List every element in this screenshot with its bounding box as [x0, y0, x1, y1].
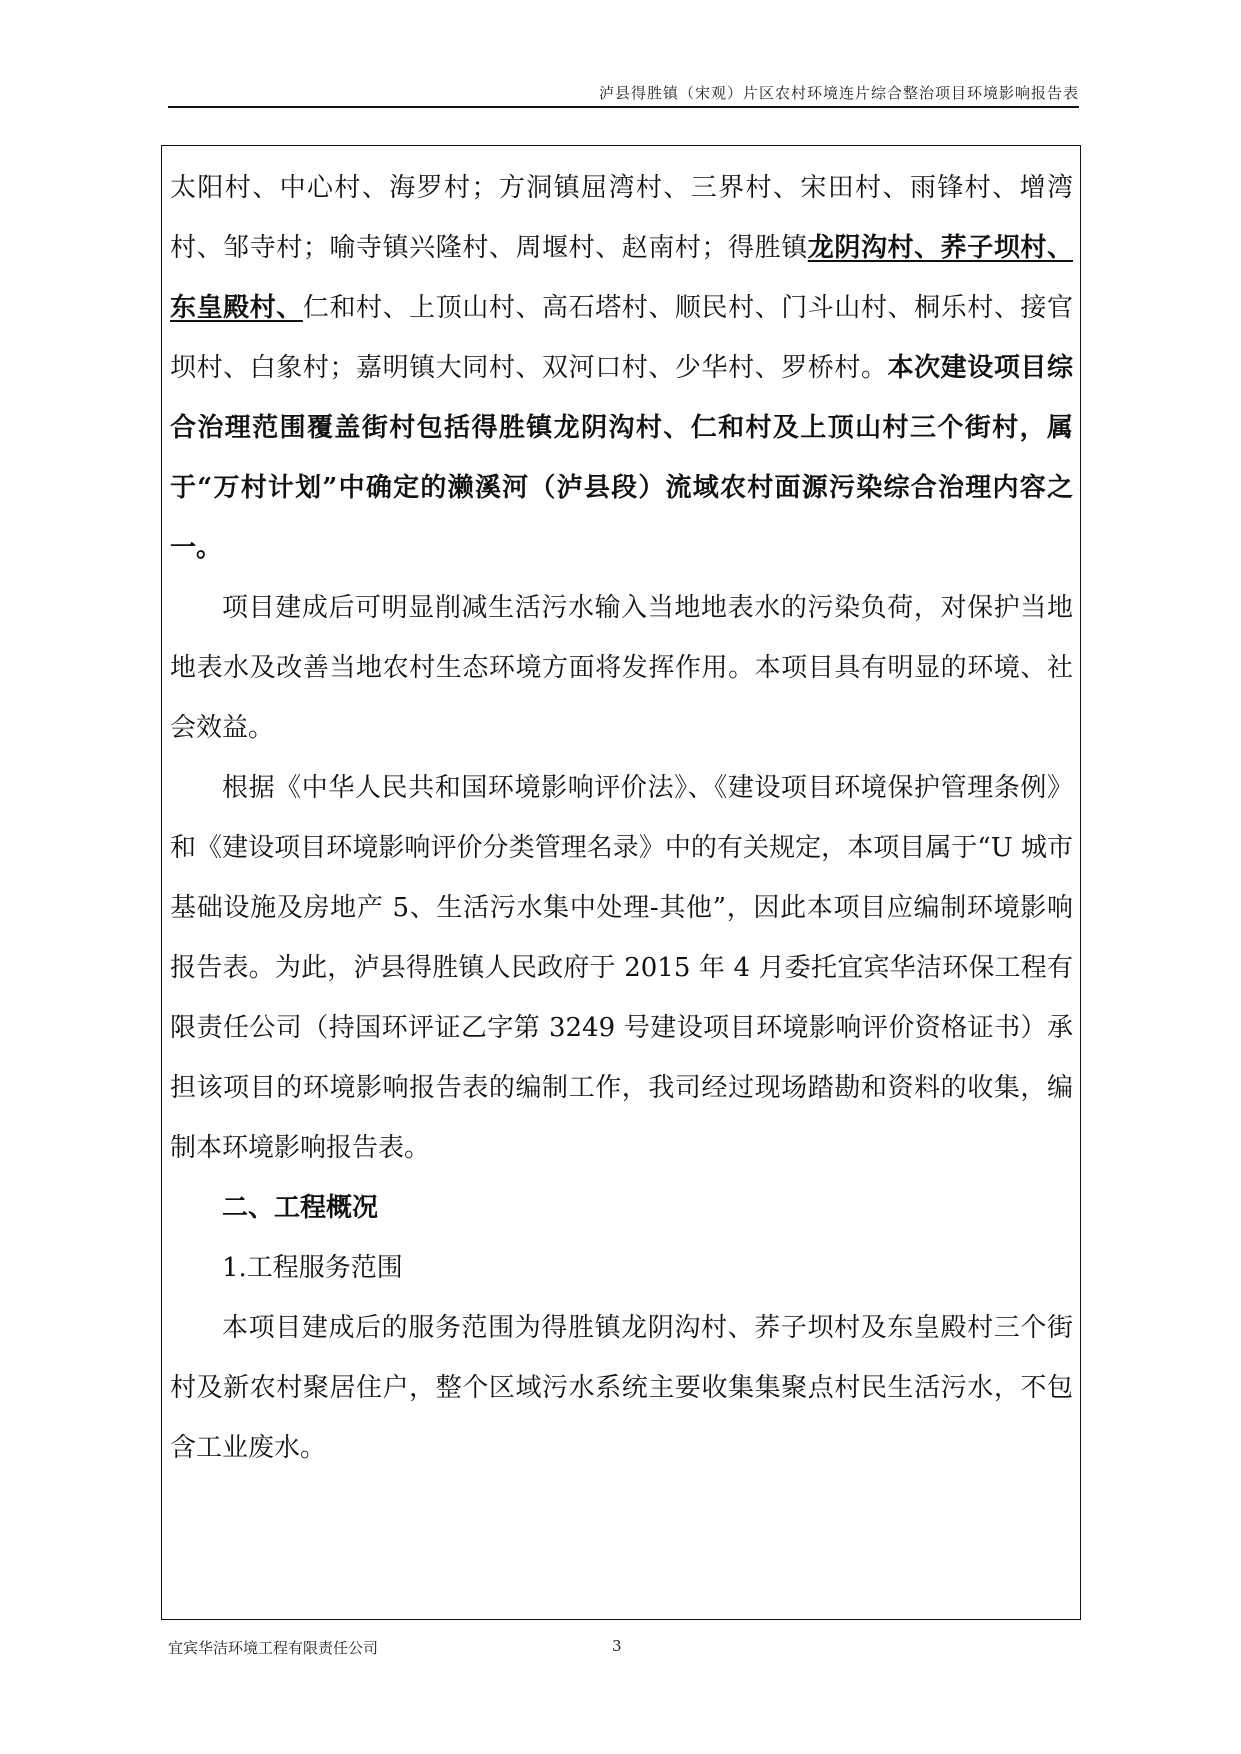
village-list-text: 太阳村、中心村、海罗村；方洞镇屈湾村、三界村、宋田村、雨锋村、增湾村、邹寺村；喻寺镇兴隆村、周堰村、赵南村；得胜镇: [170, 173, 1073, 263]
header-rule: [168, 106, 1079, 108]
underlined-villages: 龙阴沟村、荞子坝村、东皇殿村、: [170, 233, 1073, 323]
village-list-text-continued: 仁和村、上顶山村、高石塔村、顺民村、门斗山村、桐乐村、接官坝村、白象村；嘉明镇大同村、双河口村、少华村、罗桥村。: [170, 293, 1073, 383]
paragraph-village-list: [170, 158, 1073, 578]
document-body: [170, 158, 1073, 1478]
paragraph-benefits: 项目建成后可明显削减生活污水输入当地地表水的污染负荷，对保护当地地表水及改善当地农村生态环境方面将发挥作用。本项目具有明显的环境、社会效益。: [170, 593, 1073, 743]
running-header: 泸县得胜镇（宋观）片区农村环境连片综合整治项目环境影响报告表: [598, 84, 1079, 102]
section-heading: 二、工程概况: [222, 1193, 379, 1223]
subsection-heading: 1.工程服务范围: [222, 1253, 403, 1283]
paragraph-service-scope: 本项目建成后的服务范围为得胜镇龙阴沟村、荞子坝村及东皇殿村三个街村及新农村聚居住户，整个区域污水系统主要收集集聚点村民生活污水，不包含工业废水。: [170, 1313, 1073, 1463]
footer-company: 宜宾华洁环境工程有限责任公司: [168, 1639, 379, 1657]
page-number: 3: [612, 1637, 622, 1655]
paragraph-regulations: 根据《中华人民共和国环境影响评价法》、《建设项目环境保护管理条例》和《建设项目环境影响评价分类管理名录》中的有关规定，本项目属于“U 城市基础设施及房地产 5、生活污水集中处理-其他”，因此本项目应编制环境影响报告表。为此，泸县得胜镇人民政府于 2015 年 4 月委托宜宾华洁环保工程有限责任公司（持国环评证乙字第 3249 号建设项目环境影响评价资格证书）承担该项目的环境影响报告表的编制工作，我司经过现场踏勘和资料的收集，编制本环境影响报告表。: [170, 773, 1073, 1163]
bold-scope-statement: 本次建设项目综合治理范围覆盖街村包括得胜镇龙阴沟村、仁和村及上顶山村三个街村，属于“万村计划”中确定的濑溪河（泸县段）流域农村面源污染综合治理内容之一。: [170, 353, 1073, 563]
